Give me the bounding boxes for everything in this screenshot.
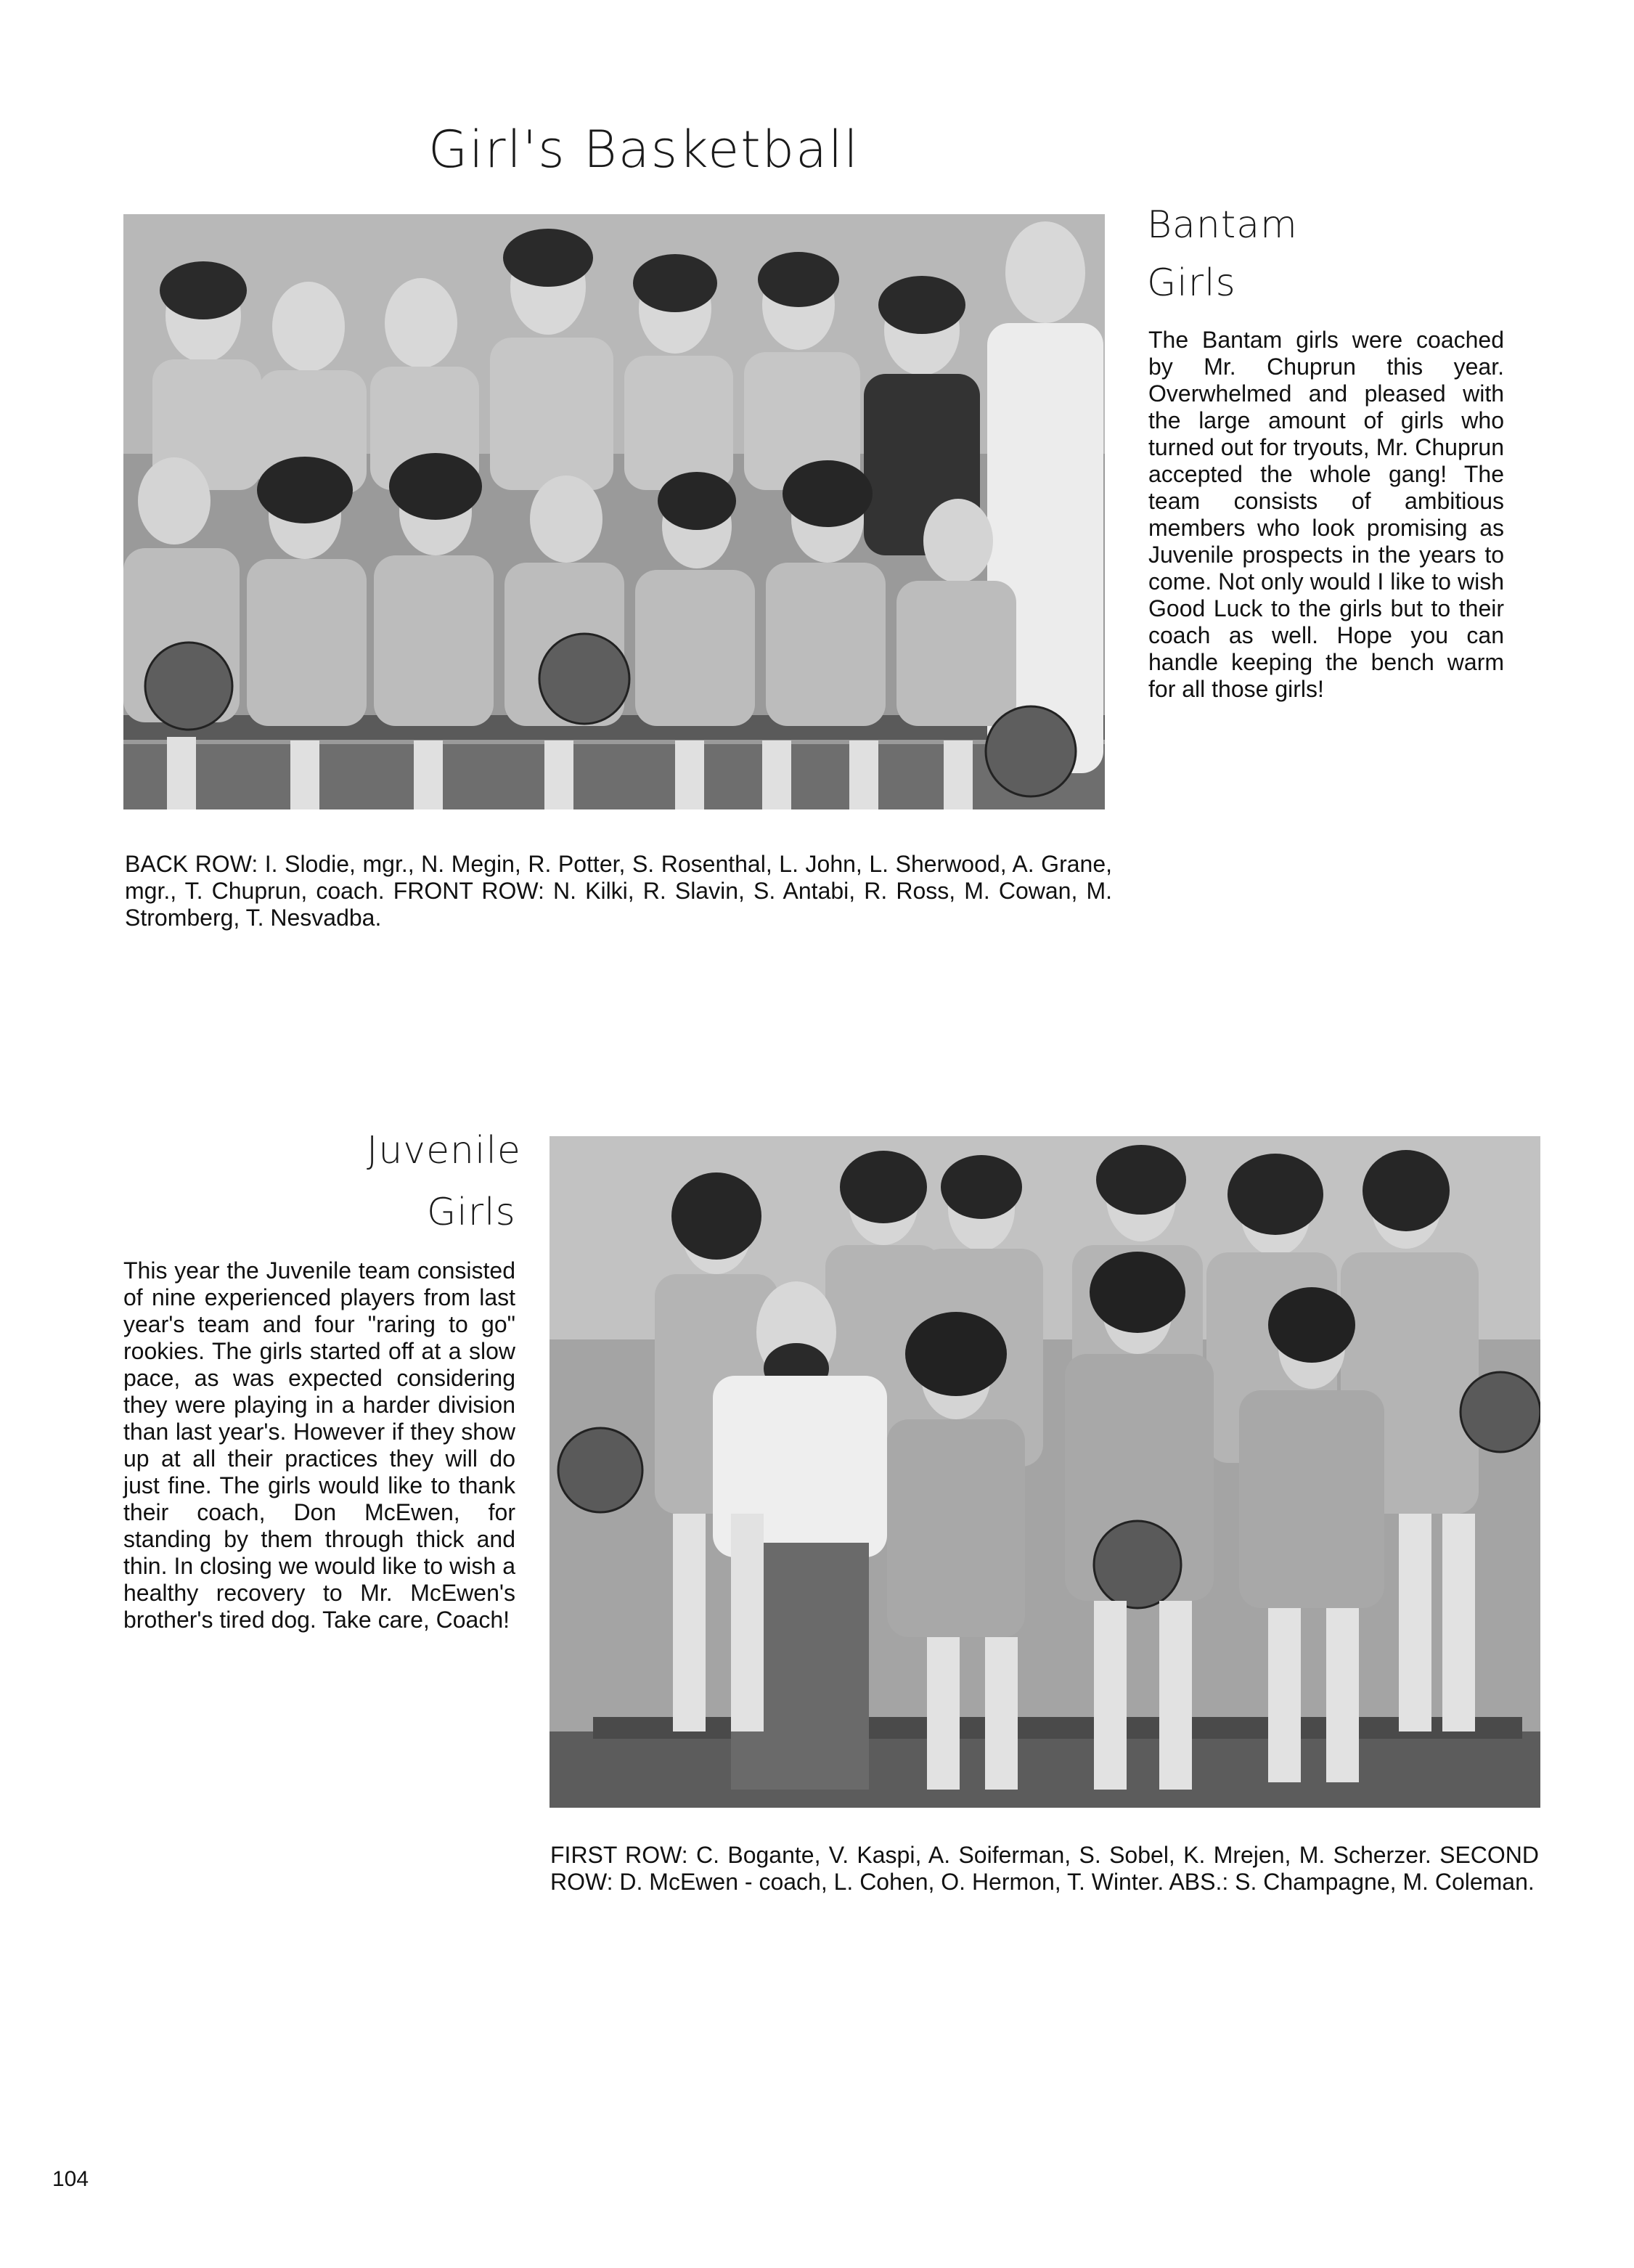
juvenile-photo-caption: FIRST ROW: C. Bogante, V. Kaspi, A. Soiferman, S. Sobel, K. Mrejen, M. Scherzer. SECOND ROW: D. McEwen - coach, L. Cohen, O. Hermon, T. Winter. ABS.: S. Champagne, M. Coleman. <box>550 1842 1539 1895</box>
bantam-team-photo <box>123 214 1105 809</box>
bantam-heading-line1: Bantam <box>1147 203 1298 247</box>
juvenile-team-photo <box>550 1136 1540 1808</box>
juvenile-heading-line1: Juvenile <box>367 1129 521 1172</box>
bantam-body-text: The Bantam girls were coached by Mr. Chuprun this year. Overwhelmed and pleased with the large amount of girls who turned out for tryouts, Mr. Chuprun accepted the whole gang! The team consists of ambitious members who look promising as Juvenile prospects in the years to come. Not only would I like to wish Good Luck to the girls but to their coach as well. Hope you can handle keeping the bench warm for all those girls! <box>1148 327 1504 702</box>
page-number: 104 <box>52 2167 89 2191</box>
juvenile-heading-line2: Girls <box>427 1191 516 1234</box>
juvenile-body-text: This year the Juvenile team consisted of nine experienced players from last year's team and four "raring to go" rookies. The girls started off at a slow pace, as was expected considering they were playing in a harder division than last year's. However if they show up at all their practices they will do just fine. The girls would like to thank their coach, Don McEwen, for standing by them through thick and thin. In closing we would like to wish a healthy recovery to Mr. McEwen's brother's tired dog. Take care, Coach! <box>123 1257 515 1633</box>
bantam-heading-line2: Girls <box>1147 261 1236 305</box>
page-title: Girl's Basketball <box>428 120 859 179</box>
bantam-photo-caption: BACK ROW: I. Slodie, mgr., N. Megin, R. Potter, S. Rosenthal, L. John, L. Sherwood, A. Grane, mgr., T. Chuprun, coach. FRONT ROW: N. Kilki, R. Slavin, S. Antabi, R. Ross, M. Cowan, M. Stromberg, T. Nesvadba. <box>125 851 1112 931</box>
